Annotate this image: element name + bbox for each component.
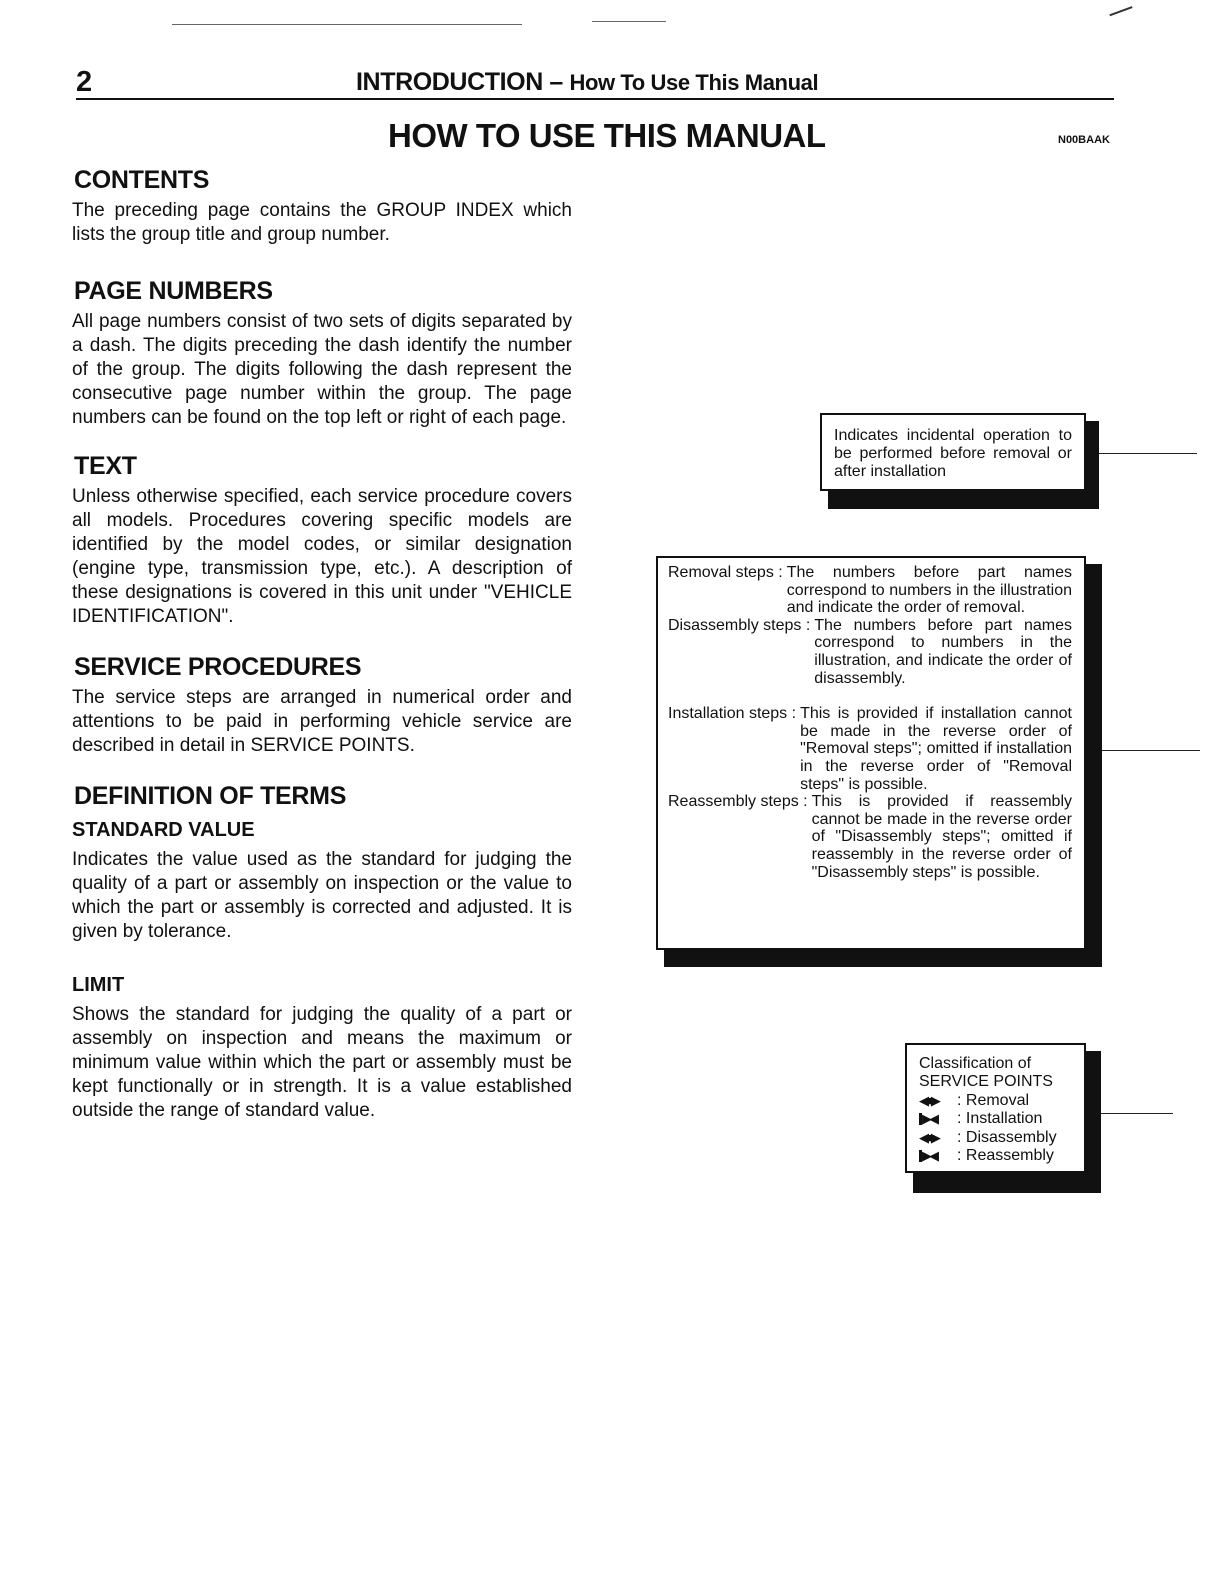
page-numbers-section (72, 277, 572, 430)
classification-label: : Disassembly (957, 1128, 1057, 1146)
page-title: HOW TO USE THIS MANUAL (388, 117, 826, 154)
scan-line-artifact (172, 24, 522, 25)
reassembly-steps (668, 793, 1072, 881)
running-header (356, 68, 818, 97)
limit-subsection (72, 974, 572, 1123)
step-text: The numbers before part names correspond to numbers in the illustration, and indicate the order of disassembly. (814, 616, 1072, 687)
subsection-body: Indicates the value used as the standard for judging the quality of a part or assembly on inspection or the value to which the part or assembly is corrected and adjusted. It is given by tolerance. (72, 849, 572, 942)
incidental-operation-callout (820, 413, 1086, 491)
installation-steps (668, 705, 1072, 793)
scan-line-artifact (592, 21, 666, 22)
step-text: This is provided if installation cannot be made in the reverse order of "Removal steps"; omitted if installation in the reverse order of "Removal steps" is possible. (800, 705, 1072, 793)
callout-shadow (828, 491, 1099, 509)
callout-text: Indicates incidental operation to be performed before removal or after installation (834, 427, 1072, 480)
step-label: Disassembly steps : (668, 616, 811, 634)
left-column (72, 166, 572, 1153)
steps-callout (656, 556, 1086, 950)
classification-label: : Installation (957, 1110, 1043, 1128)
section-heading: TEXT (74, 452, 137, 480)
classification-item (919, 1129, 1074, 1147)
service-procedures-section (72, 653, 572, 758)
text-section (72, 452, 572, 629)
document-code: N00BAAK (1058, 134, 1110, 146)
subsection-heading: STANDARD VALUE (72, 819, 255, 841)
step-label: Reassembly steps : (668, 793, 808, 811)
leader-line (1101, 1113, 1173, 1114)
header-title: INTRODUCTION – (356, 68, 563, 96)
removal-symbol-icon: ◀■▶ (919, 1092, 938, 1108)
header-subtitle: How To Use This Manual (569, 70, 819, 95)
subsection-body: Shows the standard for judging the quality of a part or assembly on inspection and means the maximum or minimum value within which the part or assembly must be kept functionally or in strength. It is a value established outside the range of standard value. (72, 1004, 572, 1121)
removal-steps (668, 564, 1072, 617)
standard-value-subsection (72, 819, 572, 944)
subsection-heading: LIMIT (72, 974, 125, 996)
step-text: This is provided if reassembly cannot be made in the reverse order of "Disassembly steps"; omitted if reassembly in the reverse order of "Disassembly steps" is possible. (811, 793, 1072, 881)
disassembly-steps (668, 617, 1072, 687)
service-points-classification-callout (905, 1043, 1086, 1173)
installation-symbol-icon: ▶◀ (919, 1110, 957, 1128)
section-heading: SERVICE PROCEDURES (74, 653, 362, 681)
corner-mark (1109, 6, 1134, 22)
classification-item (919, 1110, 1074, 1128)
contents-section (72, 166, 572, 247)
classification-subtitle: SERVICE POINTS (919, 1073, 1053, 1091)
classification-item (919, 1092, 1074, 1110)
definition-of-terms-section (72, 782, 572, 1123)
classification-label: : Reassembly (957, 1147, 1054, 1165)
section-body: The service steps are arranged in numerical order and attentions to be paid in performing vehicle service are described in detail in SERVICE POINTS. (72, 687, 572, 756)
classification-item (919, 1147, 1074, 1165)
classification-title: Classification of (919, 1055, 1032, 1072)
step-label: Removal steps : (668, 564, 783, 581)
page-number: 2 (76, 66, 93, 98)
reassembly-symbol-icon: ▶◀ (919, 1147, 957, 1165)
leader-line (1099, 453, 1197, 454)
section-body: The preceding page contains the GROUP INDEX which lists the group title and group number. (72, 200, 572, 245)
section-heading: DEFINITION OF TERMS (74, 782, 347, 810)
callout-shadow (913, 1173, 1101, 1193)
callout-shadow (664, 950, 1102, 967)
classification-label: : Removal (957, 1091, 1030, 1109)
step-label: Installation steps : (668, 705, 797, 723)
disassembly-symbol-icon: ◀■▶ (919, 1129, 938, 1145)
header-rule (76, 98, 1114, 100)
step-text: The numbers before part names correspond to numbers in the illustration and indicate the order of removal. (786, 564, 1072, 617)
section-heading: CONTENTS (74, 166, 210, 194)
spacer (668, 687, 1072, 705)
callout-shadow (1086, 564, 1102, 967)
callout-shadow (1086, 1051, 1101, 1193)
section-body: All page numbers consist of two sets of digits separated by a dash. The digits preceding the dash identify the number of the group. The digits following the dash represent the consecutive page number within the group. The page numbers can be found on the top left or right of each page. (72, 311, 572, 428)
section-heading: PAGE NUMBERS (74, 277, 273, 305)
leader-line (1102, 750, 1200, 751)
section-body: Unless otherwise specified, each service procedure covers all models. Procedures covering specific models are identified by the model codes, or similar designation (engine type, transmission type, etc.). A description of these designations is covered in this unit under "VEHICLE IDENTIFICATION". (72, 486, 572, 627)
